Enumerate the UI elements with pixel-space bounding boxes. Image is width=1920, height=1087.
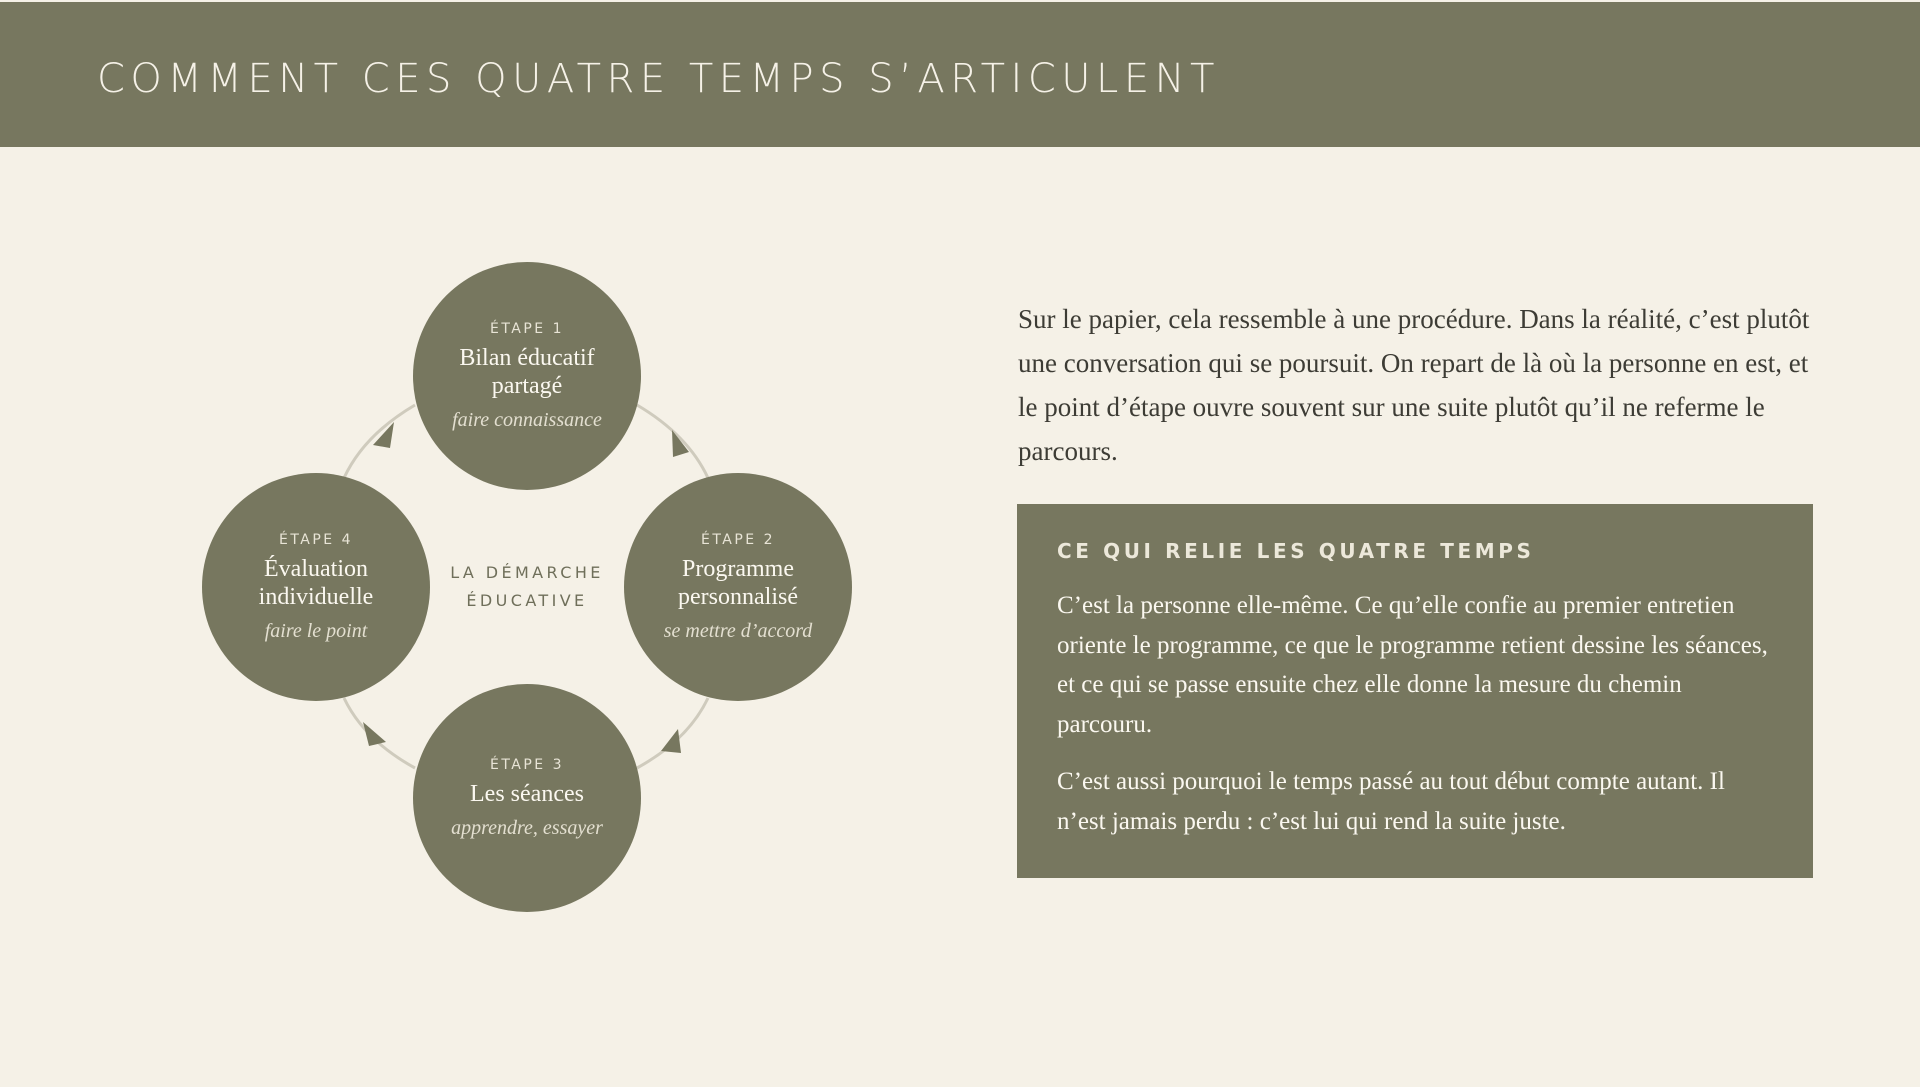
page-title: COMMENT CES QUATRE TEMPS S’ARTICULENT [97,56,1220,102]
step-2-subtitle: se mettre d’accord [663,620,813,642]
callout-paragraph-2: C’est aussi pourquoi le temps passé au tout début compte autant. Il n’est jamais perdu : c’est lui qui rend la suite juste. [1057,768,1725,835]
step-3-label: ÉTAPE 3 [489,757,565,773]
step-4-subtitle: faire le point [264,620,368,642]
cycle-center-line-2: ÉDUCATIVE [466,591,588,610]
step-1-circle [413,262,641,490]
step-4-label: ÉTAPE 4 [278,532,354,548]
intro-paragraph: Sur le papier, cela ressemble à une procédure. Dans la réalité, c’est plutôt une conversation qui se poursuit. On repart de là où la personne en est, et le point d’étape ouvre souvent sur une suite plutôt qu’il ne referme le parcours. [1018,304,1810,466]
arrow-step3-to-step4 [344,698,415,768]
step-4-title: Évaluation individuelle [258,556,374,610]
callout-title: CE QUI RELIE LES QUATRE TEMPS [1057,539,1535,563]
step-2-circle [624,473,852,701]
step-4-circle [202,473,430,701]
step-3-title: Les séances [470,781,584,807]
step-1-title: Bilan éducatif partagé [459,345,595,399]
callout-box [1017,504,1813,878]
callout-paragraph-1: C’est la personne elle-même. Ce qu’elle confie au premier entretien oriente le programme, ce que le programme retient dessine les séances, et ce qui se passe ensuite chez elle donne la mesure du chemin parcouru. [1057,592,1768,738]
step-2-title: Programme personnalisé [678,556,798,610]
step-2-label: ÉTAPE 2 [700,532,776,548]
step-1-label: ÉTAPE 1 [489,321,565,337]
step-3-circle [413,684,641,912]
step-3-subtitle: apprendre, essayer [451,817,603,839]
cycle-center-line-1: LA DÉMARCHE [450,563,604,582]
arrowhead-step2-to-step3 [661,729,681,753]
arrowhead-step3-to-step4 [363,722,386,746]
step-1-subtitle: faire connaissance [452,409,602,431]
arrow-step2-to-step3 [637,698,708,768]
cycle-center-label [427,559,627,615]
